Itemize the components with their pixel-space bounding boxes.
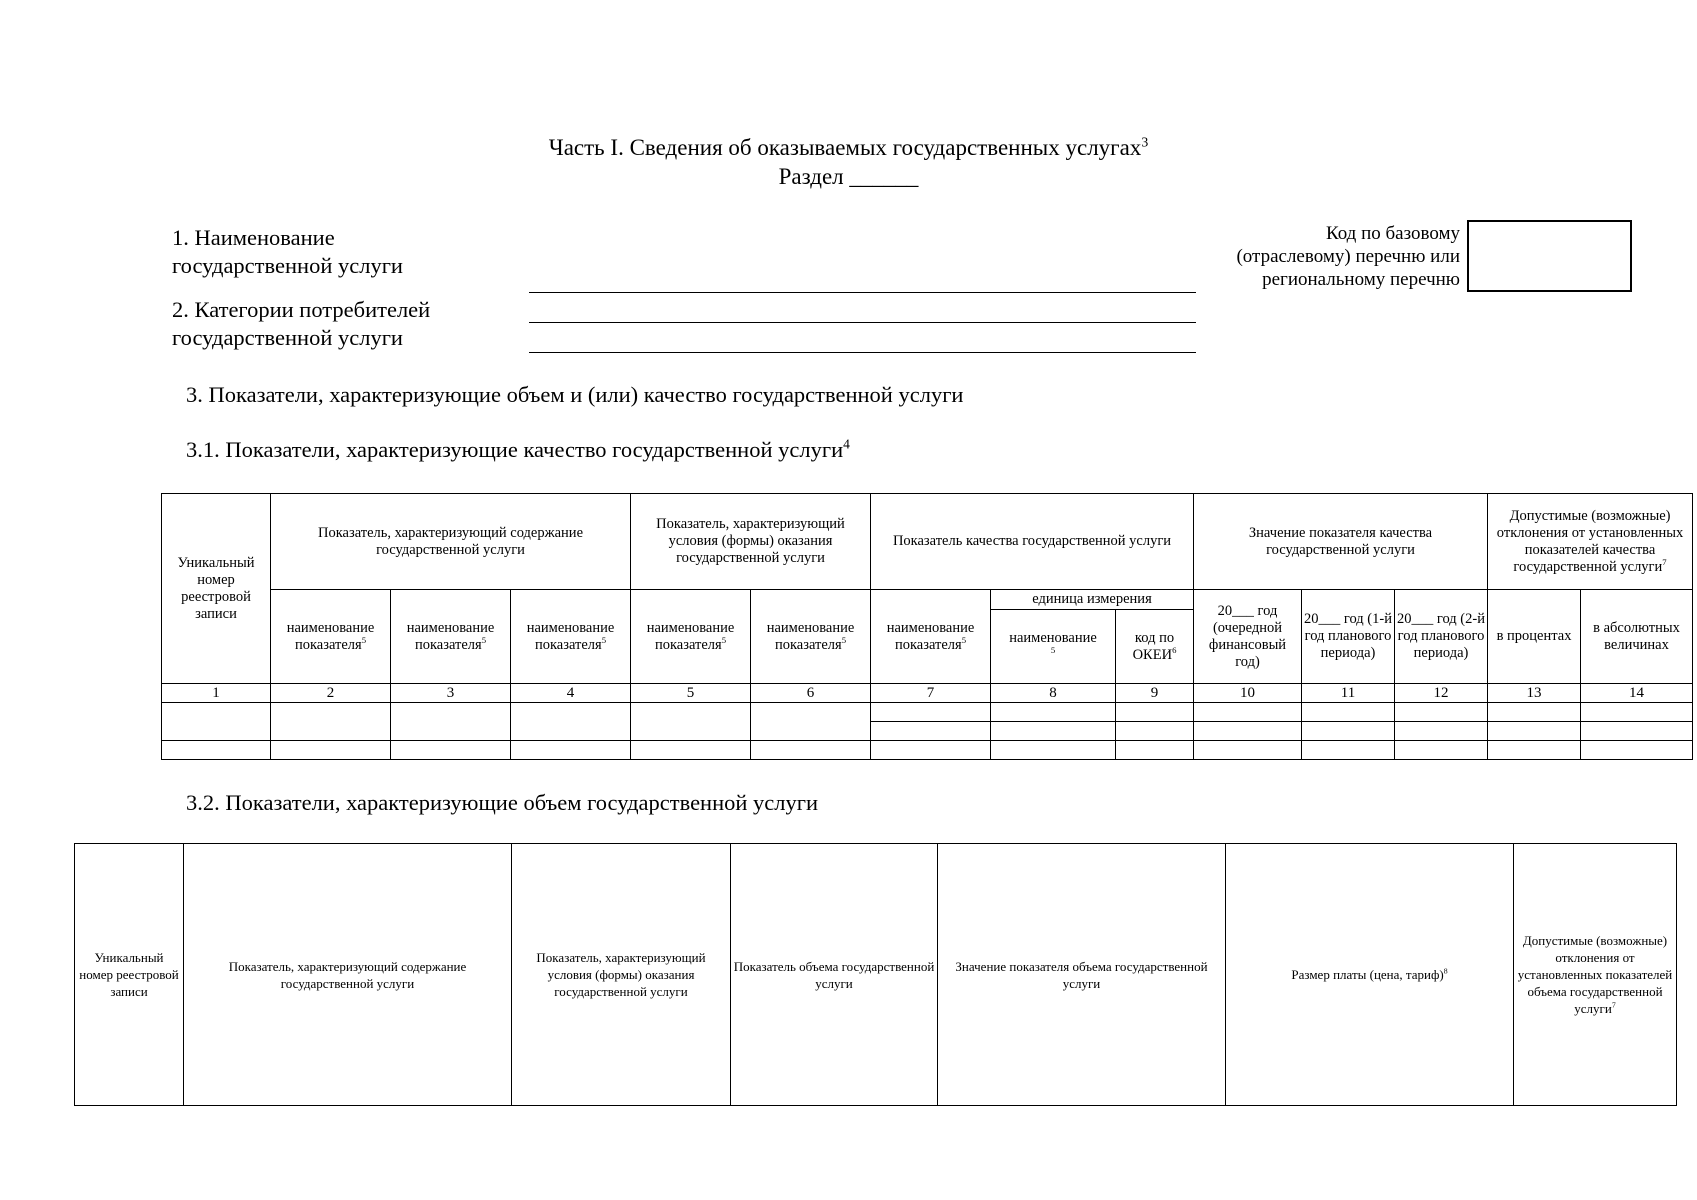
table-row: [162, 741, 1693, 760]
table-cell[interactable]: [1395, 703, 1488, 722]
group-volume-value: Значение показателя объема государственной услуги: [938, 844, 1226, 1106]
table-cell[interactable]: [871, 722, 991, 741]
table-cell[interactable]: [1302, 722, 1395, 741]
consumer-categories-field-2[interactable]: [529, 352, 1196, 353]
col-3-indicator-name: [391, 590, 511, 684]
footnote-ref: 3: [1141, 134, 1149, 150]
code-label-line3: региональному перечню: [1262, 269, 1460, 290]
column-number: 3: [391, 684, 511, 703]
footnote-ref: 6: [1172, 644, 1177, 655]
column-number: 2: [271, 684, 391, 703]
heading-3-1: [186, 436, 850, 464]
col-4-indicator-name: [511, 590, 631, 684]
heading-3-2: 3.2. Показатели, характеризующие объем государственной услуги: [186, 790, 819, 815]
table-cell[interactable]: [1395, 741, 1488, 760]
col-5-indicator-name: [631, 590, 751, 684]
table-cell[interactable]: [991, 741, 1116, 760]
indicator-name-text: наименование показателя: [286, 619, 375, 653]
table-cell[interactable]: [162, 703, 271, 741]
col-unique-number: Уникальный номер реестровой записи: [162, 494, 271, 684]
group-volume-deviation: [1514, 844, 1677, 1106]
col-8-unit-name: [991, 610, 1116, 684]
table-cell[interactable]: [391, 741, 511, 760]
okei-code-text: код по ОКЕИ: [1132, 629, 1175, 663]
consumer-categories-label-line2: государственной услуги: [172, 325, 403, 350]
group-quality-deviation: [1488, 494, 1693, 590]
col-9-okei-code: [1116, 610, 1194, 684]
table-cell[interactable]: [1116, 703, 1194, 722]
deviation-text: Допустимые (возможные) отклонения от установленных показателей объема государственной услуги: [1517, 933, 1673, 1016]
group-content-indicator: Показатель, характеризующий содержание государственной услуги: [271, 494, 631, 590]
table-cell[interactable]: [991, 722, 1116, 741]
footnote-ref: 7: [1611, 1000, 1616, 1010]
section-label: Раздел ______: [778, 164, 919, 189]
footnote-ref: 7: [1662, 556, 1667, 567]
table-cell[interactable]: [1581, 722, 1693, 741]
indicator-name-text: наименование показателя: [886, 619, 975, 653]
footnote-ref: 5: [961, 634, 967, 645]
table-cell[interactable]: [511, 741, 631, 760]
column-number: 6: [751, 684, 871, 703]
col-12-plan-year-2: 20___ год (2-й год планового периода): [1395, 590, 1488, 684]
col-unique-number: Уникальный номер реестровой записи: [75, 844, 184, 1106]
table-cell[interactable]: [1488, 703, 1581, 722]
table-cell[interactable]: [1116, 722, 1194, 741]
code-label-line2: (отраслевому) перечню или: [1236, 246, 1460, 267]
table-cell[interactable]: [1488, 741, 1581, 760]
part-title: [0, 133, 1697, 162]
service-name-label: [172, 224, 403, 280]
table-cell[interactable]: [991, 703, 1116, 722]
group-quality-indicator: Показатель качества государственной услуги: [871, 494, 1194, 590]
group-conditions-indicator: Показатель, характеризующий условия (формы) оказания государственной услуги: [631, 494, 871, 590]
indicator-name-text: наименование показателя: [526, 619, 615, 653]
code-label-line1: Код по базовому: [1325, 223, 1460, 244]
footnote-ref: 5: [841, 634, 847, 645]
table-cell[interactable]: [751, 741, 871, 760]
table-row: [162, 703, 1693, 722]
column-number: 1: [162, 684, 271, 703]
group-volume-indicator: Показатель объема государственной услуги: [731, 844, 938, 1106]
column-number: 13: [1488, 684, 1581, 703]
column-number: 11: [1302, 684, 1395, 703]
table-cell[interactable]: [751, 703, 871, 741]
table-cell[interactable]: [1302, 703, 1395, 722]
col-14-absolute: в абсолютных величинах: [1581, 590, 1693, 684]
table-cell[interactable]: [1581, 703, 1693, 722]
service-name-label-line1: 1. Наименование: [172, 225, 335, 250]
table-cell[interactable]: [271, 741, 391, 760]
col-10-next-year: 20___ год (очередной финансовый год): [1194, 590, 1302, 684]
table-cell[interactable]: [1581, 741, 1693, 760]
group-conditions-indicator: Показатель, характеризующий условия (формы) оказания государственной услуги: [512, 844, 731, 1106]
group-content-indicator: Показатель, характеризующий содержание государственной услуги: [184, 844, 512, 1106]
footnote-ref: 8: [1443, 966, 1448, 976]
column-number: 5: [631, 684, 751, 703]
col-11-plan-year-1: 20___ год (1-й год планового периода): [1302, 590, 1395, 684]
table-cell[interactable]: [631, 703, 751, 741]
indicator-name-text: наименование показателя: [766, 619, 855, 653]
column-number: 10: [1194, 684, 1302, 703]
table-cell[interactable]: [271, 703, 391, 741]
footnote-ref: 5: [361, 634, 367, 645]
part-title-text: Часть I. Сведения об оказываемых государственных услугах: [548, 135, 1142, 160]
volume-indicators-table: [74, 843, 1677, 1106]
base-list-code-box[interactable]: [1467, 220, 1632, 292]
footnote-ref: 5: [601, 634, 607, 645]
table-cell[interactable]: [1194, 722, 1302, 741]
table-cell[interactable]: [162, 741, 271, 760]
column-number: 8: [991, 684, 1116, 703]
group-quality-value: Значение показателя качества государственной услуги: [1194, 494, 1488, 590]
consumer-categories-field-1[interactable]: [529, 322, 1196, 323]
table-cell[interactable]: [511, 703, 631, 741]
footnote-ref: 4: [843, 436, 850, 452]
column-numbers-row: [162, 684, 1693, 703]
footnote-ref: 5: [721, 634, 727, 645]
quality-indicators-table: [161, 493, 1693, 760]
consumer-categories-label: [172, 296, 430, 352]
table-cell[interactable]: [1116, 741, 1194, 760]
table-cell[interactable]: [1302, 741, 1395, 760]
deviation-text: Допустимые (возможные) отклонения от установленных показателей качества государственной услуги: [1496, 507, 1684, 575]
unit-of-measure-header: единица измерения: [991, 590, 1194, 610]
column-number: 9: [1116, 684, 1194, 703]
unit-name-text: наименование: [1009, 629, 1097, 646]
base-list-code-label: [1200, 222, 1460, 291]
group-fee: [1226, 844, 1514, 1106]
service-name-field[interactable]: [529, 292, 1196, 293]
column-number: 14: [1581, 684, 1693, 703]
table-cell[interactable]: [871, 741, 991, 760]
col-7-indicator-name: [871, 590, 991, 684]
footnote-ref: 5: [481, 634, 487, 645]
table-cell[interactable]: [1194, 703, 1302, 722]
fee-text: Размер платы (цена, тариф): [1291, 967, 1444, 982]
consumer-categories-label-line1: 2. Категории потребителей: [172, 297, 431, 322]
col-6-indicator-name: [751, 590, 871, 684]
service-name-label-line2: государственной услуги: [172, 253, 403, 278]
col-13-percent: в процентах: [1488, 590, 1581, 684]
footnote-ref: 5: [1050, 644, 1056, 655]
table-cell[interactable]: [391, 703, 511, 741]
heading-3-1-text: 3.1. Показатели, характеризующие качество государственной услуги: [186, 437, 844, 462]
table-cell[interactable]: [871, 703, 991, 722]
table-cell[interactable]: [1194, 741, 1302, 760]
table-cell[interactable]: [1395, 722, 1488, 741]
heading-3: 3. Показатели, характеризующие объем и (или) качество государственной услуги: [186, 382, 964, 407]
column-number: 4: [511, 684, 631, 703]
table-cell[interactable]: [1488, 722, 1581, 741]
col-2-indicator-name: [271, 590, 391, 684]
indicator-name-text: наименование показателя: [406, 619, 495, 653]
column-number: 7: [871, 684, 991, 703]
column-number: 12: [1395, 684, 1488, 703]
indicator-name-text: наименование показателя: [646, 619, 735, 653]
table-cell[interactable]: [631, 741, 751, 760]
